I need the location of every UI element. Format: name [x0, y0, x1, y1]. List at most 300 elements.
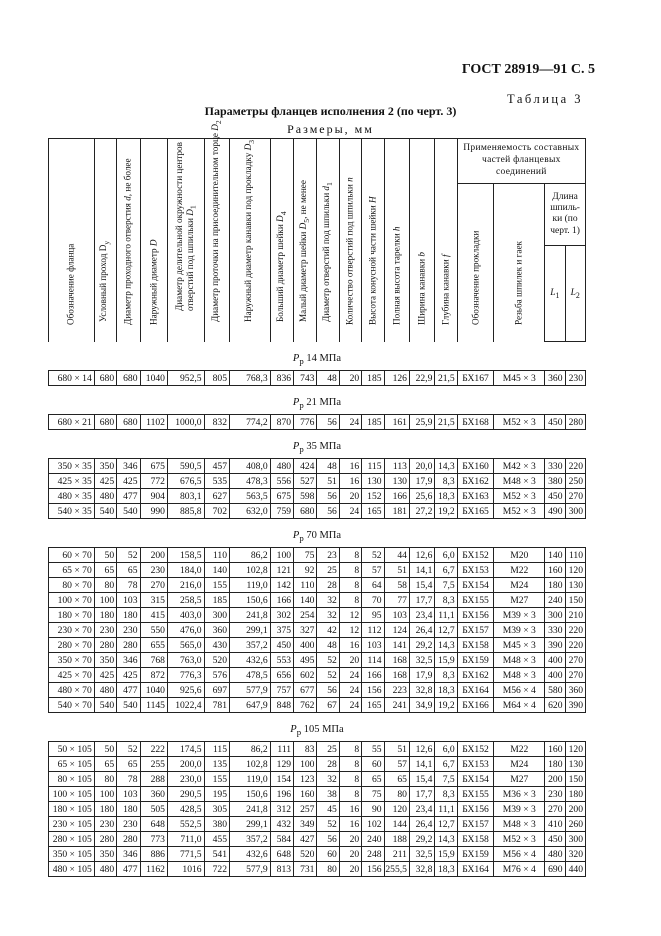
table-cell: 86,2 [230, 548, 271, 563]
table-cell: 350 × 105 [49, 847, 95, 862]
pressure-symbol: P [292, 529, 300, 541]
table-cell: 18,3 [435, 683, 457, 698]
table-cell: 680 [94, 415, 116, 430]
table-cell: 58 [384, 578, 409, 593]
table-cell: 17,9 [409, 474, 434, 489]
table-cell: 774,2 [230, 415, 271, 430]
table-cell: М76 × 4 [494, 862, 545, 877]
table-cell: 480 × 35 [49, 489, 95, 504]
table-cell: БХ162 [457, 474, 494, 489]
table-cell: 17,9 [409, 668, 434, 683]
table-cell: 20 [339, 862, 361, 877]
table-cell: 52 [317, 653, 339, 668]
table-cell: 130 [384, 474, 409, 489]
table-cell: 20 [339, 371, 361, 386]
table-cell: М45 × 3 [494, 371, 545, 386]
table-cell: 280 [565, 415, 585, 430]
table-cell: 781 [204, 698, 229, 713]
table-cell: 95 [362, 608, 384, 623]
stud-length-header: Длина шпиль-ки (по черт. 1) [545, 183, 586, 246]
table-cell: 350 × 35 [49, 459, 95, 474]
table-cell: М27 [494, 593, 545, 608]
table-cell: 42 [317, 623, 339, 638]
table-cell: 886 [140, 847, 167, 862]
table-cell: 51 [384, 742, 409, 757]
table-cell: 180 [117, 608, 140, 623]
table-cell: 26,4 [409, 817, 434, 832]
table-cell: БХ168 [457, 415, 494, 430]
table-cell: 773 [140, 832, 167, 847]
table-cell: 19,2 [435, 698, 457, 713]
table-cell: 476,0 [167, 623, 204, 638]
table-cell: 25 [317, 742, 339, 757]
table-cell: 180 × 70 [49, 608, 95, 623]
table-cell: 111 [270, 742, 293, 757]
table-cell: 65 [94, 563, 116, 578]
table-cell: 20 [339, 653, 361, 668]
table-cell: 80 [94, 772, 116, 787]
table-cell: М52 × 3 [494, 504, 545, 519]
table-cell: 90 [362, 802, 384, 817]
table-cell: 65 [362, 772, 384, 787]
table-cell: 450 [545, 415, 565, 430]
table-cell: 8 [339, 548, 361, 563]
table-cell: 24 [339, 668, 361, 683]
table-cell: 697 [204, 683, 229, 698]
table-cell: 102,8 [230, 757, 271, 772]
table-cell: 759 [270, 504, 293, 519]
table-cell: БХ165 [457, 504, 494, 519]
table-cell: 563,5 [230, 489, 271, 504]
table-cell: 56 [317, 415, 339, 430]
table-cell: 200 [565, 802, 585, 817]
table-cell: 580 [545, 683, 565, 698]
table-cell: 29,2 [409, 832, 434, 847]
table-cell: 425 × 70 [49, 668, 95, 683]
table-cell: 577,9 [230, 862, 271, 877]
table-cell: 188 [384, 832, 409, 847]
table-cell: 28 [317, 578, 339, 593]
table-cell: БХ155 [457, 787, 494, 802]
pressure-value: 35 МПа [303, 440, 342, 452]
table-cell: 280 [117, 638, 140, 653]
pressure-section-header [49, 430, 586, 459]
table-cell: 50 [94, 548, 116, 563]
table-cell: БХ162 [457, 668, 494, 683]
table-cell: 25,9 [409, 415, 434, 430]
table-row [49, 548, 586, 563]
table-cell: 415 [140, 608, 167, 623]
table-cell: 350 × 70 [49, 653, 95, 668]
table-cell: 425 [117, 474, 140, 489]
table-cell: 1102 [140, 415, 167, 430]
table-cell: 180 [117, 802, 140, 817]
table-row [49, 474, 586, 489]
table-cell: 8 [339, 563, 361, 578]
table-cell: 180 [94, 802, 116, 817]
table-title: Параметры фланцев исполнения 2 (по черт. 3) [204, 104, 457, 118]
table-cell: 114 [362, 653, 384, 668]
table-cell: 144 [384, 817, 409, 832]
table-cell: 14,1 [409, 757, 434, 772]
table-cell: 92 [294, 563, 317, 578]
table-cell: 772 [140, 474, 167, 489]
table-cell: 24 [339, 698, 361, 713]
table-cell: 86,2 [230, 742, 271, 757]
table-cell: 455 [204, 832, 229, 847]
table-row [49, 772, 586, 787]
table-cell: М36 × 3 [494, 787, 545, 802]
table-cell: 535 [204, 474, 229, 489]
table-cell: 80 [317, 862, 339, 877]
table-cell: 142 [270, 578, 293, 593]
table-cell: 180 [565, 787, 585, 802]
table-cell: 80 × 105 [49, 772, 95, 787]
table-cell: 360 [140, 787, 167, 802]
table-cell: 103 [384, 608, 409, 623]
table-row [49, 608, 586, 623]
table-row [49, 787, 586, 802]
table-cell: 505 [140, 802, 167, 817]
table-cell: 20 [339, 489, 361, 504]
table-cell: 32 [317, 608, 339, 623]
table-cell: 67 [317, 698, 339, 713]
table-cell: 656 [270, 668, 293, 683]
table-cell: 230 [117, 817, 140, 832]
table-cell: БХ156 [457, 608, 494, 623]
table-cell: 457 [204, 459, 229, 474]
table-cell: 255 [140, 757, 167, 772]
column-header-12: Высота конусной части шейки H [362, 139, 384, 342]
table-cell: 520 [204, 653, 229, 668]
table-cell: БХ153 [457, 563, 494, 578]
table-cell: БХ154 [457, 578, 494, 593]
column-header-17: Резьба шпилек и гаек [494, 183, 545, 342]
table-cell: 540 × 35 [49, 504, 95, 519]
table-cell: 16 [339, 474, 361, 489]
table-cell: 8,3 [435, 668, 457, 683]
table-cell: 904 [140, 489, 167, 504]
table-cell: 300 [204, 608, 229, 623]
table-cell: 60 [362, 757, 384, 772]
table-cell: 15,4 [409, 772, 434, 787]
pressure-subscript: р [299, 443, 304, 454]
table-cell: 32 [317, 772, 339, 787]
table-cell: 26,4 [409, 623, 434, 638]
table-cell: 44 [384, 548, 409, 563]
table-cell: 12 [339, 608, 361, 623]
table-cell: 126 [384, 371, 409, 386]
table-cell: 123 [294, 772, 317, 787]
table-cell: 477 [117, 489, 140, 504]
table-cell: 20 [339, 832, 361, 847]
table-cell: 48 [317, 371, 339, 386]
table-cell: 166 [384, 489, 409, 504]
table-cell: БХ159 [457, 653, 494, 668]
column-header-4: Наружный диаметр D [140, 139, 167, 342]
column-header-2: Условный проход $D_y$ [94, 139, 116, 342]
pressure-symbol: P [292, 352, 300, 364]
table-cell: 1016 [167, 862, 204, 877]
table-cell: 315 [140, 593, 167, 608]
table-cell: 540 × 70 [49, 698, 95, 713]
table-cell: 680 [117, 371, 140, 386]
table-cell: 490 [545, 504, 565, 519]
table-cell: 165 [362, 698, 384, 713]
table-cell: 312 [270, 802, 293, 817]
table-cell: 16 [339, 459, 361, 474]
table-cell: 25 [317, 563, 339, 578]
table-cell: 15,9 [435, 847, 457, 862]
table-cell: 280 [94, 638, 116, 653]
table-cell: 8 [339, 757, 361, 772]
table-row [49, 638, 586, 653]
table-cell: 375 [270, 623, 293, 638]
table-cell: 20 [339, 847, 361, 862]
table-cell: 51 [317, 474, 339, 489]
table-cell: 7,5 [435, 772, 457, 787]
table-cell: 56 [317, 832, 339, 847]
table-row [49, 847, 586, 862]
table-cell: 8 [339, 593, 361, 608]
table-cell: 288 [140, 772, 167, 787]
table-cell: 121 [270, 563, 293, 578]
table-cell: 680 [94, 371, 116, 386]
table-cell: 29,2 [409, 638, 434, 653]
table-cell: 155 [204, 578, 229, 593]
table-cell: 450 [545, 832, 565, 847]
table-cell: 100 × 105 [49, 787, 95, 802]
table-cell: 15,4 [409, 578, 434, 593]
table-cell: БХ152 [457, 742, 494, 757]
table-cell: М48 × 3 [494, 817, 545, 832]
table-cell: 357,2 [230, 832, 271, 847]
table-cell: 576 [204, 668, 229, 683]
stud-length-1: $L_1$ [545, 246, 565, 342]
table-cell: 52 [317, 668, 339, 683]
table-cell: 1040 [140, 371, 167, 386]
table-cell: 103 [362, 638, 384, 653]
table-cell: БХ163 [457, 489, 494, 504]
table-cell: 425 [94, 474, 116, 489]
table-cell: БХ164 [457, 862, 494, 877]
table-cell: 78 [117, 578, 140, 593]
table-cell: 160 [545, 563, 565, 578]
table-cell: 211 [384, 847, 409, 862]
table-cell: М39 × 3 [494, 802, 545, 817]
table-cell: 21,5 [435, 371, 457, 386]
table-cell: 280 × 70 [49, 638, 95, 653]
table-cell: 258,5 [167, 593, 204, 608]
table-cell: 302 [270, 608, 293, 623]
table-cell: 57 [362, 563, 384, 578]
applicability-group-header: Применяемость составных частей фланцевых соединений [457, 139, 585, 184]
table-cell: 103 [117, 787, 140, 802]
table-cell: 424 [294, 459, 317, 474]
table-cell: 77 [384, 593, 409, 608]
table-cell: 185 [362, 371, 384, 386]
table-row [49, 683, 586, 698]
table-cell: 168 [384, 653, 409, 668]
table-cell: БХ157 [457, 817, 494, 832]
table-cell: 210 [565, 608, 585, 623]
table-cell: 50 × 105 [49, 742, 95, 757]
table-cell: 185 [362, 415, 384, 430]
table-cell: 390 [545, 638, 565, 653]
table-cell: 23,4 [409, 802, 434, 817]
table-row [49, 504, 586, 519]
table-cell: 270 [565, 668, 585, 683]
table-cell: 602 [294, 668, 317, 683]
table-cell: 450 [545, 489, 565, 504]
table-cell: М52 × 3 [494, 415, 545, 430]
table-cell: 565,0 [167, 638, 204, 653]
table-cell: 156 [362, 862, 384, 877]
table-cell: 119,0 [230, 772, 271, 787]
pressure-subscript: р [299, 355, 304, 366]
table-cell: 158,5 [167, 548, 204, 563]
table-cell: М52 × 3 [494, 832, 545, 847]
table-cell: 16 [339, 817, 361, 832]
table-cell: 540 [117, 504, 140, 519]
table-cell: БХ154 [457, 772, 494, 787]
table-cell: 805 [204, 371, 229, 386]
table-cell: 270 [565, 489, 585, 504]
table-cell: 45 [317, 802, 339, 817]
table-cell: 200,0 [167, 757, 204, 772]
table-cell: 241,8 [230, 802, 271, 817]
table-cell: 168 [384, 668, 409, 683]
table-cell: 357,2 [230, 638, 271, 653]
table-cell: 11,1 [435, 608, 457, 623]
column-header-15: Глубина канавки f [435, 139, 457, 342]
table-cell: 11,1 [435, 802, 457, 817]
table-cell: 28 [317, 757, 339, 772]
table-cell: 220 [565, 638, 585, 653]
table-cell: 350 [94, 653, 116, 668]
table-cell: 100 [94, 787, 116, 802]
table-cell: 120 [565, 563, 585, 578]
table-cell: 360 [545, 371, 565, 386]
table-cell: 27,2 [409, 504, 434, 519]
table-cell: 270 [140, 578, 167, 593]
table-cell: БХ152 [457, 548, 494, 563]
table-cell: 110 [565, 548, 585, 563]
table-cell: 75 [294, 548, 317, 563]
table-cell: 56 [317, 683, 339, 698]
table-cell: 57 [384, 757, 409, 772]
table-cell: 768 [140, 653, 167, 668]
table-cell: 110 [204, 548, 229, 563]
table-cell: 112 [362, 623, 384, 638]
table-cell: 80 × 70 [49, 578, 95, 593]
table-cell: 410 [545, 817, 565, 832]
table-cell: 154 [270, 772, 293, 787]
pressure-value: 105 МПа [301, 723, 344, 735]
table-cell: 150,6 [230, 787, 271, 802]
table-cell: 78 [117, 772, 140, 787]
table-row [49, 578, 586, 593]
table-cell: М64 × 4 [494, 698, 545, 713]
table-cell: 52 [362, 548, 384, 563]
table-cell: 390 [565, 698, 585, 713]
table-cell: 15,9 [435, 653, 457, 668]
table-cell: БХ157 [457, 623, 494, 638]
table-cell: БХ158 [457, 638, 494, 653]
pressure-section-header [49, 713, 586, 742]
table-cell: 349 [294, 817, 317, 832]
table-cell: 400 [545, 653, 565, 668]
table-cell: 180 [94, 608, 116, 623]
table-cell: 380 [545, 474, 565, 489]
table-cell: 8,3 [435, 593, 457, 608]
table-cell: 230 [94, 817, 116, 832]
table-cell: 160 [545, 742, 565, 757]
column-header-6: Диаметр проточки на присоединительном торце $D_2$ [204, 139, 229, 342]
table-cell: М48 × 3 [494, 668, 545, 683]
table-cell: 290,5 [167, 787, 204, 802]
pressure-value: 21 МПа [303, 396, 342, 408]
table-cell: 477 [117, 683, 140, 698]
table-cell: 150 [565, 772, 585, 787]
table-cell: 655 [140, 638, 167, 653]
table-cell: 813 [270, 862, 293, 877]
column-header-7: Наружный диаметр канавки под прокладку $D_3$ [230, 139, 271, 342]
table-cell: М48 × 3 [494, 653, 545, 668]
table-cell: 18,3 [435, 489, 457, 504]
table-cell: 248 [362, 847, 384, 862]
table-cell: 480 [270, 459, 293, 474]
table-cell: 113 [384, 459, 409, 474]
pressure-subscript: р [299, 399, 304, 410]
table-row [49, 698, 586, 713]
table-cell: 12,7 [435, 817, 457, 832]
table-cell: 478,5 [230, 668, 271, 683]
table-cell: 120 [565, 742, 585, 757]
table-cell: 690 [545, 862, 565, 877]
table-cell: 648 [270, 847, 293, 862]
table-cell: 24 [339, 683, 361, 698]
table-cell: 34,9 [409, 698, 434, 713]
table-cell: 166 [270, 593, 293, 608]
table-cell: 299,1 [230, 817, 271, 832]
table-cell: 7,5 [435, 578, 457, 593]
table-cell: 166 [362, 668, 384, 683]
table-cell: 200 [140, 548, 167, 563]
table-cell: 55 [362, 742, 384, 757]
table-cell: 280 × 105 [49, 832, 95, 847]
table-cell: 552,5 [167, 817, 204, 832]
table-cell: 6,0 [435, 548, 457, 563]
table-cell: 1040 [140, 683, 167, 698]
table-row [49, 757, 586, 772]
table-cell: 803,1 [167, 489, 204, 504]
table-cell: 346 [117, 847, 140, 862]
table-cell: 184,0 [167, 563, 204, 578]
table-cell: 180 [545, 578, 565, 593]
table-cell: 711,0 [167, 832, 204, 847]
table-cell: 110 [294, 578, 317, 593]
table-cell: 140 [294, 593, 317, 608]
column-header-1: Обозначение фланца [49, 139, 95, 342]
column-header-16: Обозначение прокладки [457, 183, 494, 342]
table-cell: 14,3 [435, 638, 457, 653]
table-cell: 648 [140, 817, 167, 832]
table-cell: 17,7 [409, 787, 434, 802]
table-cell: 230 [565, 371, 585, 386]
pressure-subscript: р [296, 726, 302, 737]
table-cell: 257 [294, 802, 317, 817]
